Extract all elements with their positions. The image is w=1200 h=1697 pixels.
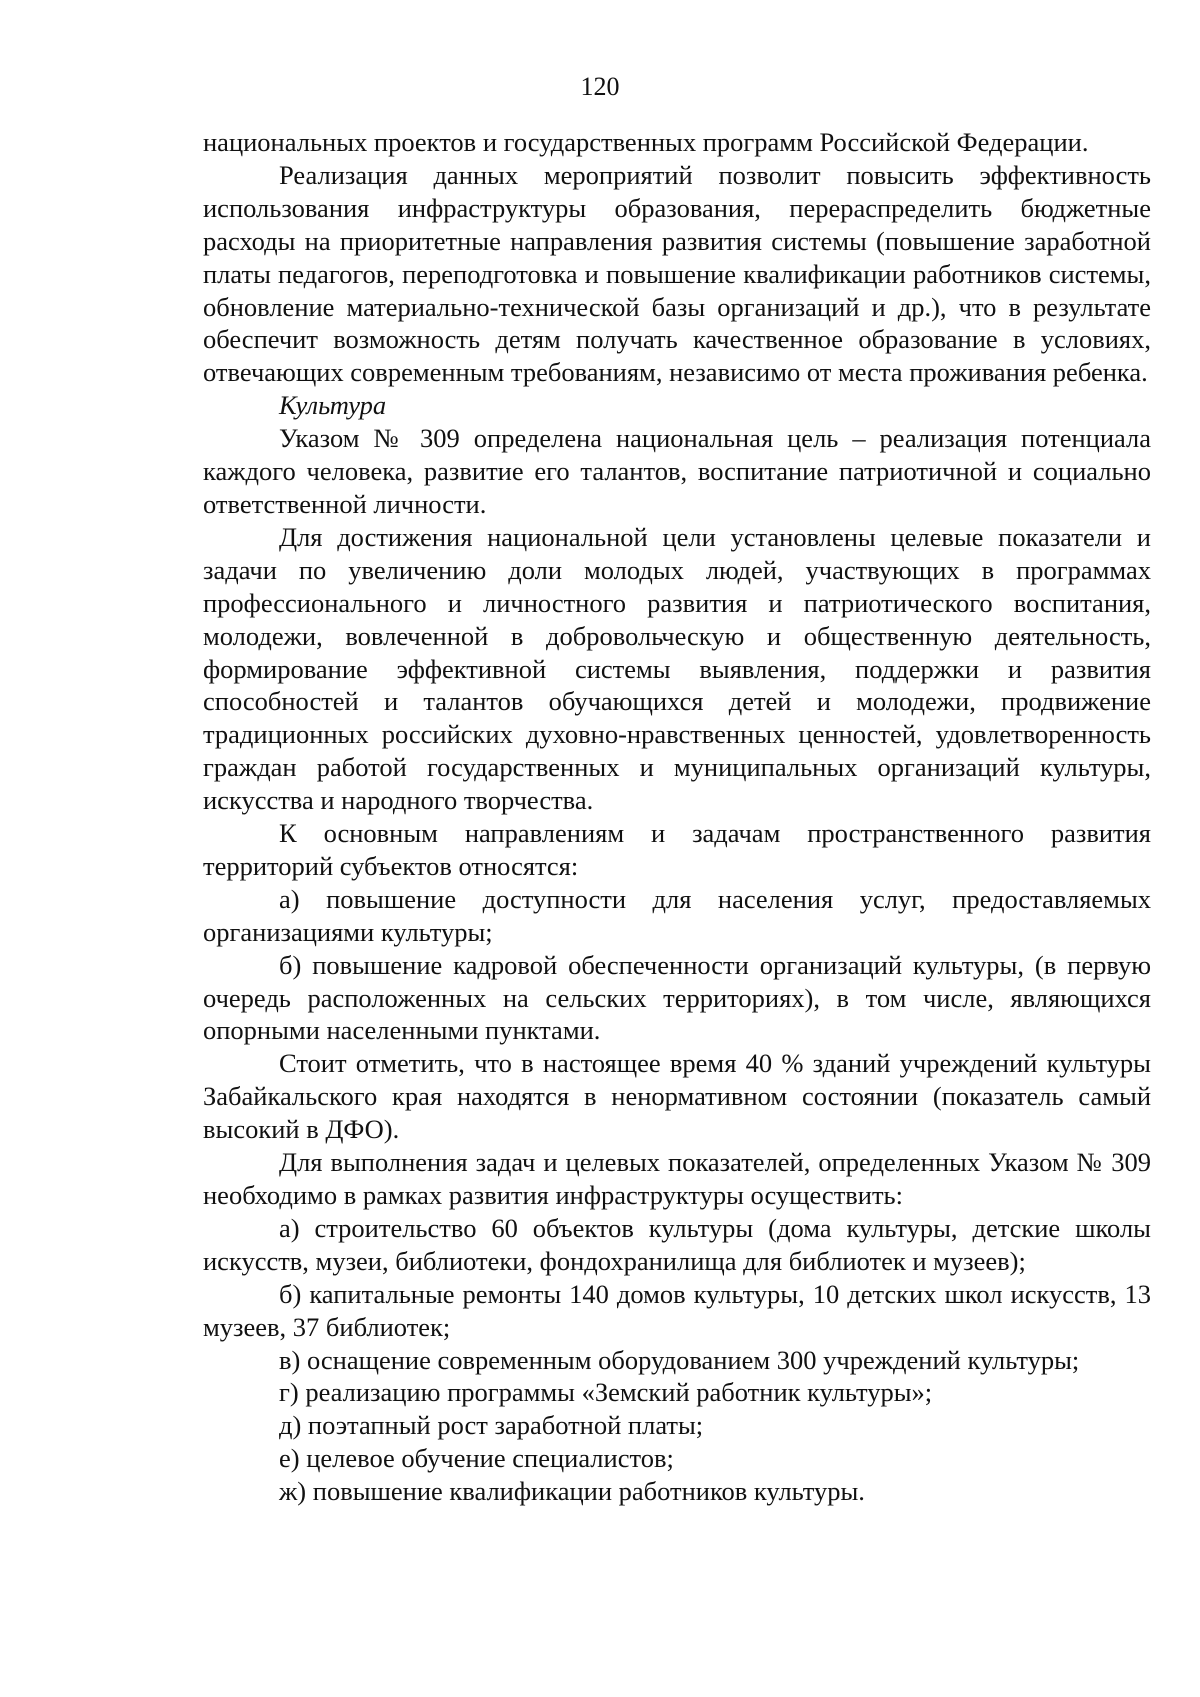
list-item-program: г) реализацию программы «Земский работник культуры»; xyxy=(279,1377,933,1408)
list-item-b: б) повышение кадровой обеспеченности организаций культуры, (в первую очередь расположенных на сельских территориях), в том числе, являющихся опорными населенными пунктами. xyxy=(203,949,1151,1046)
document-body xyxy=(203,126,1151,1508)
paragraph-target-indicators: Для достижения национальной цели установлены целевые показатели и задачи по увеличению доли молодых людей, участвующих в программах профессионального и личностного развития и патриотического воспитания, молодежи, вовлеченной в добровольческую и общественную деятельность, формирование эффективной системы выявления, поддержки и развития способностей и талантов обучающихся детей и молодежи, продвижение традиционных российских духовно-нравственных ценностей, удовлетворенность граждан работой государственных и муниципальных организаций культуры, искусства и народного творчества. xyxy=(203,521,1151,816)
paragraph-infrastructure-tasks: Для выполнения задач и целевых показателей, определенных Указом № 309 необходимо в рамках развития инфраструктуры осуществить: xyxy=(203,1147,1151,1210)
list-item-equipment: в) оснащение современным оборудованием 300 учреждений культуры; xyxy=(279,1344,1080,1375)
paragraph-education-outcome: Реализация данных мероприятий позволит повысить эффективность использования инфраструктуры образования, перераспределить бюджетные расходы на приоритетные направления развития системы (повышение заработной платы педагогов, переподготовка и повышение квалификации работников системы, обновление материально-технической базы организаций и др.), что в результате обеспечит возможность детям получать качественное образование в условиях, отвечающих современным требованиям, независимо от места проживания ребенка. xyxy=(203,159,1151,388)
list-item-qualification: ж) повышение квалификации работников культуры. xyxy=(279,1476,865,1507)
list-item-salary: д) поэтапный рост заработной платы; xyxy=(279,1410,704,1441)
list-item-training: е) целевое обучение специалистов; xyxy=(279,1443,674,1474)
list-item-a: а) повышение доступности для населения услуг, предоставляемых организациями культуры; xyxy=(203,883,1151,947)
paragraph-building-condition: Стоит отметить, что в настоящее время 40 % зданий учреждений культуры Забайкальского края находятся в ненормативном состоянии (показатель самый высокий в ДФО). xyxy=(203,1048,1151,1145)
paragraph-spatial-development: К основным направлениям и задачам пространственного развития территорий субъектов относятся: xyxy=(203,818,1151,881)
page-number: 120 xyxy=(580,72,620,101)
section-heading-culture: Культура xyxy=(279,390,387,421)
paragraph-continuation: национальных проектов и государственных программ Российской Федерации. xyxy=(203,127,1089,157)
list-item-construction: а) строительство 60 объектов культуры (дома культуры, детские школы искусств, музеи, библиотеки, фондохранилища для библиотек и музеев); xyxy=(203,1212,1151,1276)
list-item-repairs: б) капитальные ремонты 140 домов культуры, 10 детских школ искусств, 13 музеев, 37 библиотек; xyxy=(203,1278,1151,1342)
paragraph-national-goal: Указом № 309 определена национальная цель – реализация потенциала каждого человека, развитие его талантов, воспитание патриотичной и социально ответственной личности. xyxy=(203,423,1151,519)
